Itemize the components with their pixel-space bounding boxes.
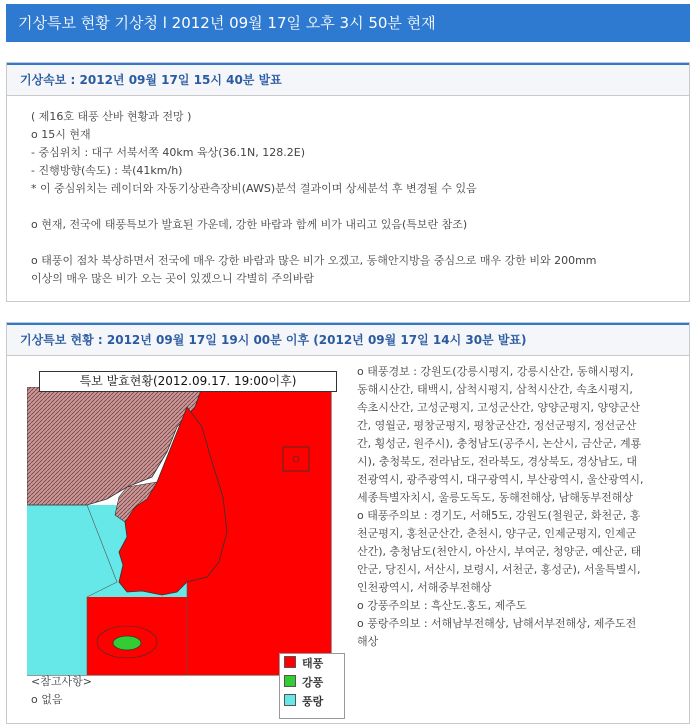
- bulletin-line: o 태풍이 점차 북상하면서 전국에 매우 강한 바람과 많은 비가 오겠고, 동해안지방을 중심으로 매우 강한 비와 200mm: [31, 254, 597, 267]
- status-line: 속초시산간, 고성군평지, 고성군산간, 양양군평지, 양양군산: [357, 401, 640, 414]
- status-list: [357, 363, 679, 651]
- bulletin-line: - 중심위치 : 대구 서북서쪽 40km 육상(36.1N, 128.2E): [31, 146, 305, 159]
- status-line: o 태풍주의보 : 경기도, 서해5도, 강원도(철원군, 화천군, 홍: [357, 509, 641, 522]
- status-line: 간, 영월군, 평창군평지, 평창군산간, 정선군평지, 정선군산: [357, 419, 637, 432]
- status-panel: [6, 322, 690, 724]
- map-legend: [279, 653, 345, 719]
- status-line: 인천광역시, 서해중부전해상: [357, 581, 492, 594]
- legend-swatch: [284, 694, 296, 706]
- legend-item: [280, 692, 344, 711]
- page-title: 기상특보 현황 기상청 l 2012년 09월 17일 오후 3시 50분 현재: [18, 14, 436, 32]
- legend-item: [280, 654, 344, 673]
- legend-label: 태풍: [302, 657, 324, 670]
- status-line: 세종특별자치시, 울릉도독도, 동해전해상, 남해동부전해상: [357, 491, 634, 504]
- status-line: 안군, 당진시, 서산시, 보령시, 서천군, 홍성군), 서울특별시,: [357, 563, 641, 576]
- bulletin-line: o 15시 현재: [31, 128, 91, 141]
- status-line: 전광역시, 광주광역시, 대구광역시, 부산광역시, 울산광역시,: [357, 473, 644, 486]
- south-sea-area: [87, 597, 187, 675]
- bulletin-body: [7, 96, 689, 288]
- bulletin-line: [31, 198, 689, 216]
- status-line: 간, 횡성군, 원주시), 충청남도(공주시, 논산시, 금산군, 계룡: [357, 437, 642, 450]
- bulletin-line: 이상의 매우 많은 비가 오는 곳이 있겠으니 각별히 주의바람: [31, 272, 314, 285]
- status-line: 천군평지, 홍천군산간, 춘천시, 양구군, 인제군평지, 인제군: [357, 527, 637, 540]
- status-line: 시), 충청북도, 전라남도, 전라북도, 경상북도, 경상남도, 대: [357, 455, 638, 468]
- bulletin-line: ( 제16호 태풍 산바 현황과 전망 ): [31, 110, 192, 123]
- legend-item: [280, 673, 344, 692]
- reference-label: <참고사항>: [31, 675, 92, 688]
- status-line: 동해시산간, 태백시, 삼척시평지, 삼척시산간, 속초시평지,: [357, 383, 633, 396]
- status-line: 해상: [357, 635, 379, 648]
- reference-value: o 없음: [31, 693, 63, 706]
- jeju-island: [113, 636, 141, 650]
- bulletin-title: 기상속보 : 2012년 09월 17일 15시 40분 발표: [7, 63, 689, 96]
- bulletin-line: [31, 234, 689, 252]
- korea-map: [27, 387, 339, 677]
- legend-swatch: [284, 656, 296, 668]
- legend-label: 풍랑: [302, 695, 324, 708]
- status-line: o 강풍주의보 : 흑산도.홍도, 제주도: [357, 599, 527, 612]
- bulletin-panel: [6, 62, 690, 302]
- legend-label: 강풍: [302, 676, 324, 689]
- bulletin-line: - 진행방향(속도) : 북(41km/h): [31, 164, 183, 177]
- bulletin-line: o 현재, 전국에 태풍특보가 발효된 가운데, 강한 바람과 함께 비가 내리고 있음(특보란 참조): [31, 218, 468, 231]
- legend-swatch: [284, 675, 296, 687]
- status-line: o 풍랑주의보 : 서해남부전해상, 남해서부전해상, 제주도전: [357, 617, 637, 630]
- status-title: 기상특보 현황 : 2012년 09월 17일 19시 00분 이후 (2012년 09월 17일 14시 30분 발표): [7, 323, 689, 356]
- status-line: 산간), 충청남도(천안시, 아산시, 부여군, 청양군, 예산군, 태: [357, 545, 642, 558]
- status-line: o 태풍경보 : 강원도(강릉시평지, 강릉시산간, 동해시평지,: [357, 365, 634, 378]
- page-header: [6, 4, 690, 42]
- map-title: 특보 발효현황(2012.09.17. 19:00이후): [39, 371, 337, 392]
- bulletin-line: * 이 중심위치는 레이더와 자동기상관측장비(AWS)분석 결과이며 상세분석 후 변경될 수 있음: [31, 182, 477, 195]
- ulleungdo: [293, 456, 299, 462]
